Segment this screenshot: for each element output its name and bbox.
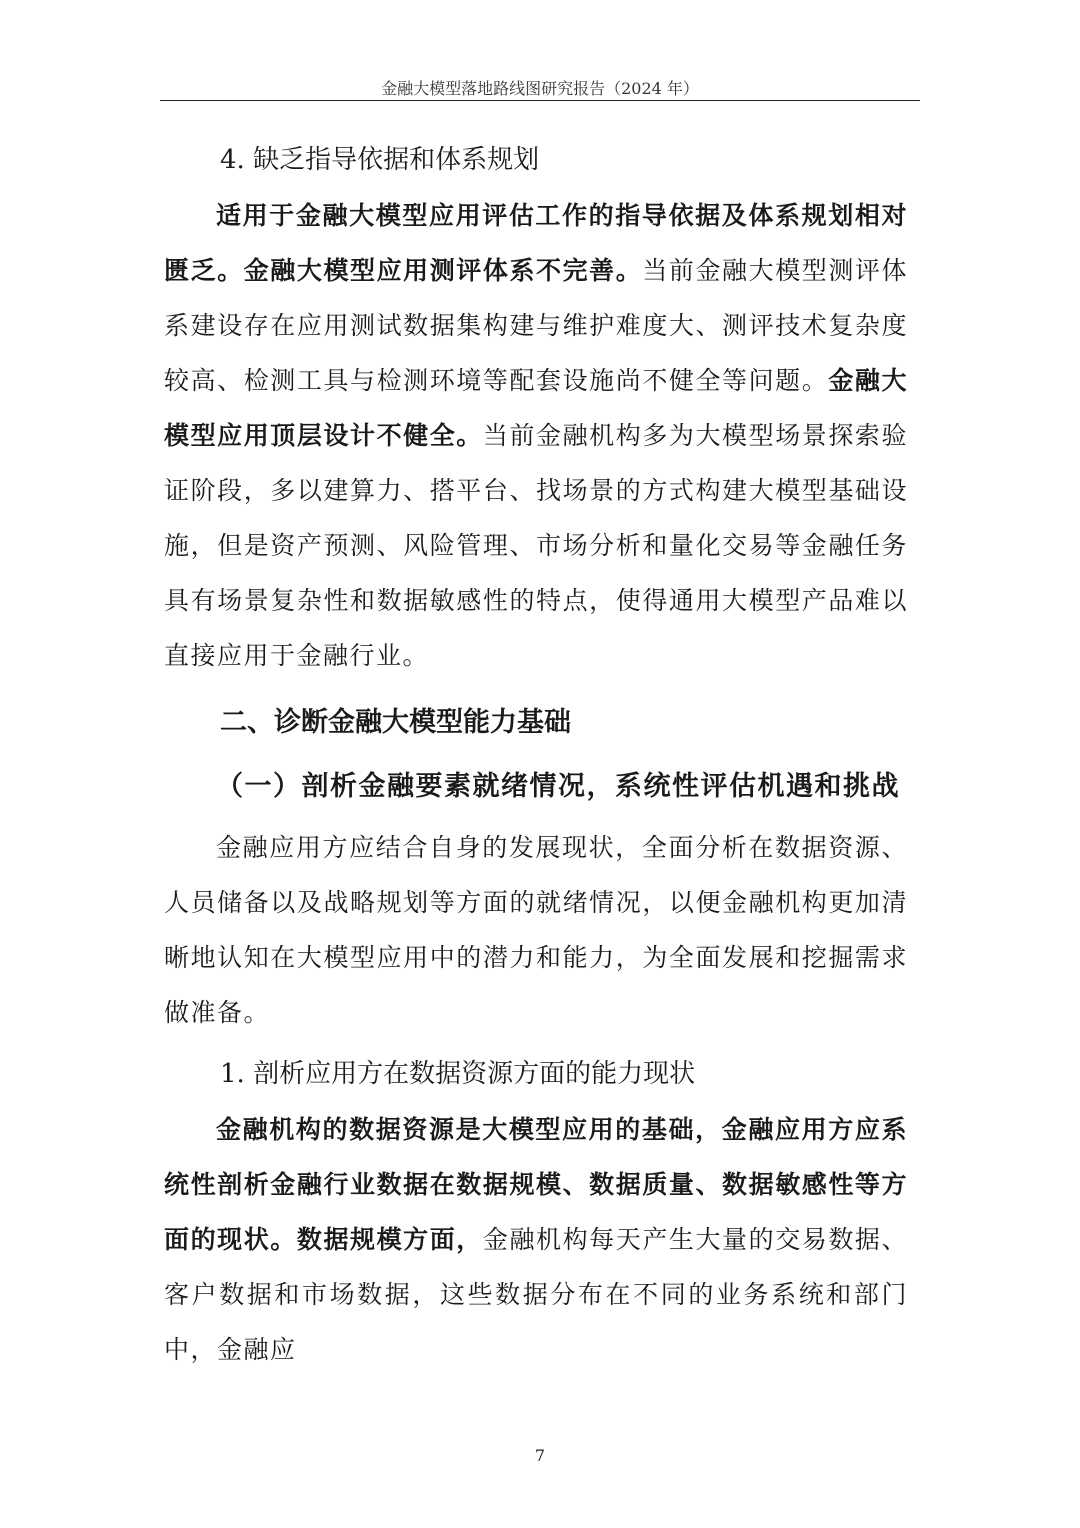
paragraph-readiness: 金融应用方应结合自身的发展现状，全面分析在数据资源、人员储备以及战略规划等方面的就绪情况，以便金融机构更加清晰地认知在大模型应用中的潜力和能力，为全面发展和挖掘需求做准备。 (164, 833, 908, 1027)
text-data-scale: 金融机构每天产生大量的交易数据、客户数据和市场数据，这些数据分布在不同的业务系统和部门中，金融应 (164, 1225, 908, 1364)
bold-top-level-design: 金融大模型应用顶层设计不健全。 (164, 366, 908, 450)
text-top-level-design: 当前金融机构多为大模型场景探索验证阶段，多以建算力、搭平台、找场景的方式构建大模型基础设施，但是资产预测、风险管理、市场分析和量化交易等金融任务具有场景复杂性和数据敏感性的特点，使得通用大模型产品难以直接应用于金融行业。 (164, 421, 908, 670)
paragraph-guidance (164, 188, 908, 683)
subsection-title-readiness: （一）剖析金融要素就绪情况，系统性评估机遇和挑战 (216, 771, 900, 802)
page-number: 7 (534, 1446, 546, 1465)
section-title-diagnose: 二、诊断金融大模型能力基础 (220, 707, 571, 738)
bold-data-resources: 金融机构的数据资源是大模型应用的基础，金融应用方应系统性剖析金融行业数据在数据规模、数据质量、数据敏感性等方面的现状。数据规模方面， (164, 1115, 908, 1254)
running-header: 金融大模型落地路线图研究报告（2024 年） (381, 79, 699, 98)
paragraph-data-resources (164, 1102, 908, 1377)
heading-data-resources: 1. 剖析应用方在数据资源方面的能力现状 (220, 1059, 696, 1089)
bold-guidance-lack: 适用于金融大模型应用评估工作的指导依据及体系规划相对匮乏。金融大模型应用测评体系不完善。 (164, 201, 908, 285)
header-divider (160, 100, 920, 101)
text-evaluation-system: 当前金融大模型测评体系建设存在应用测试数据集构建与维护难度大、测评技术复杂度较高、检测工具与检测环境等配套设施尚不健全等问题。 (164, 256, 908, 395)
page-content (164, 132, 908, 1377)
heading-lack-of-guidance: 4. 缺乏指导依据和体系规划 (220, 145, 540, 175)
